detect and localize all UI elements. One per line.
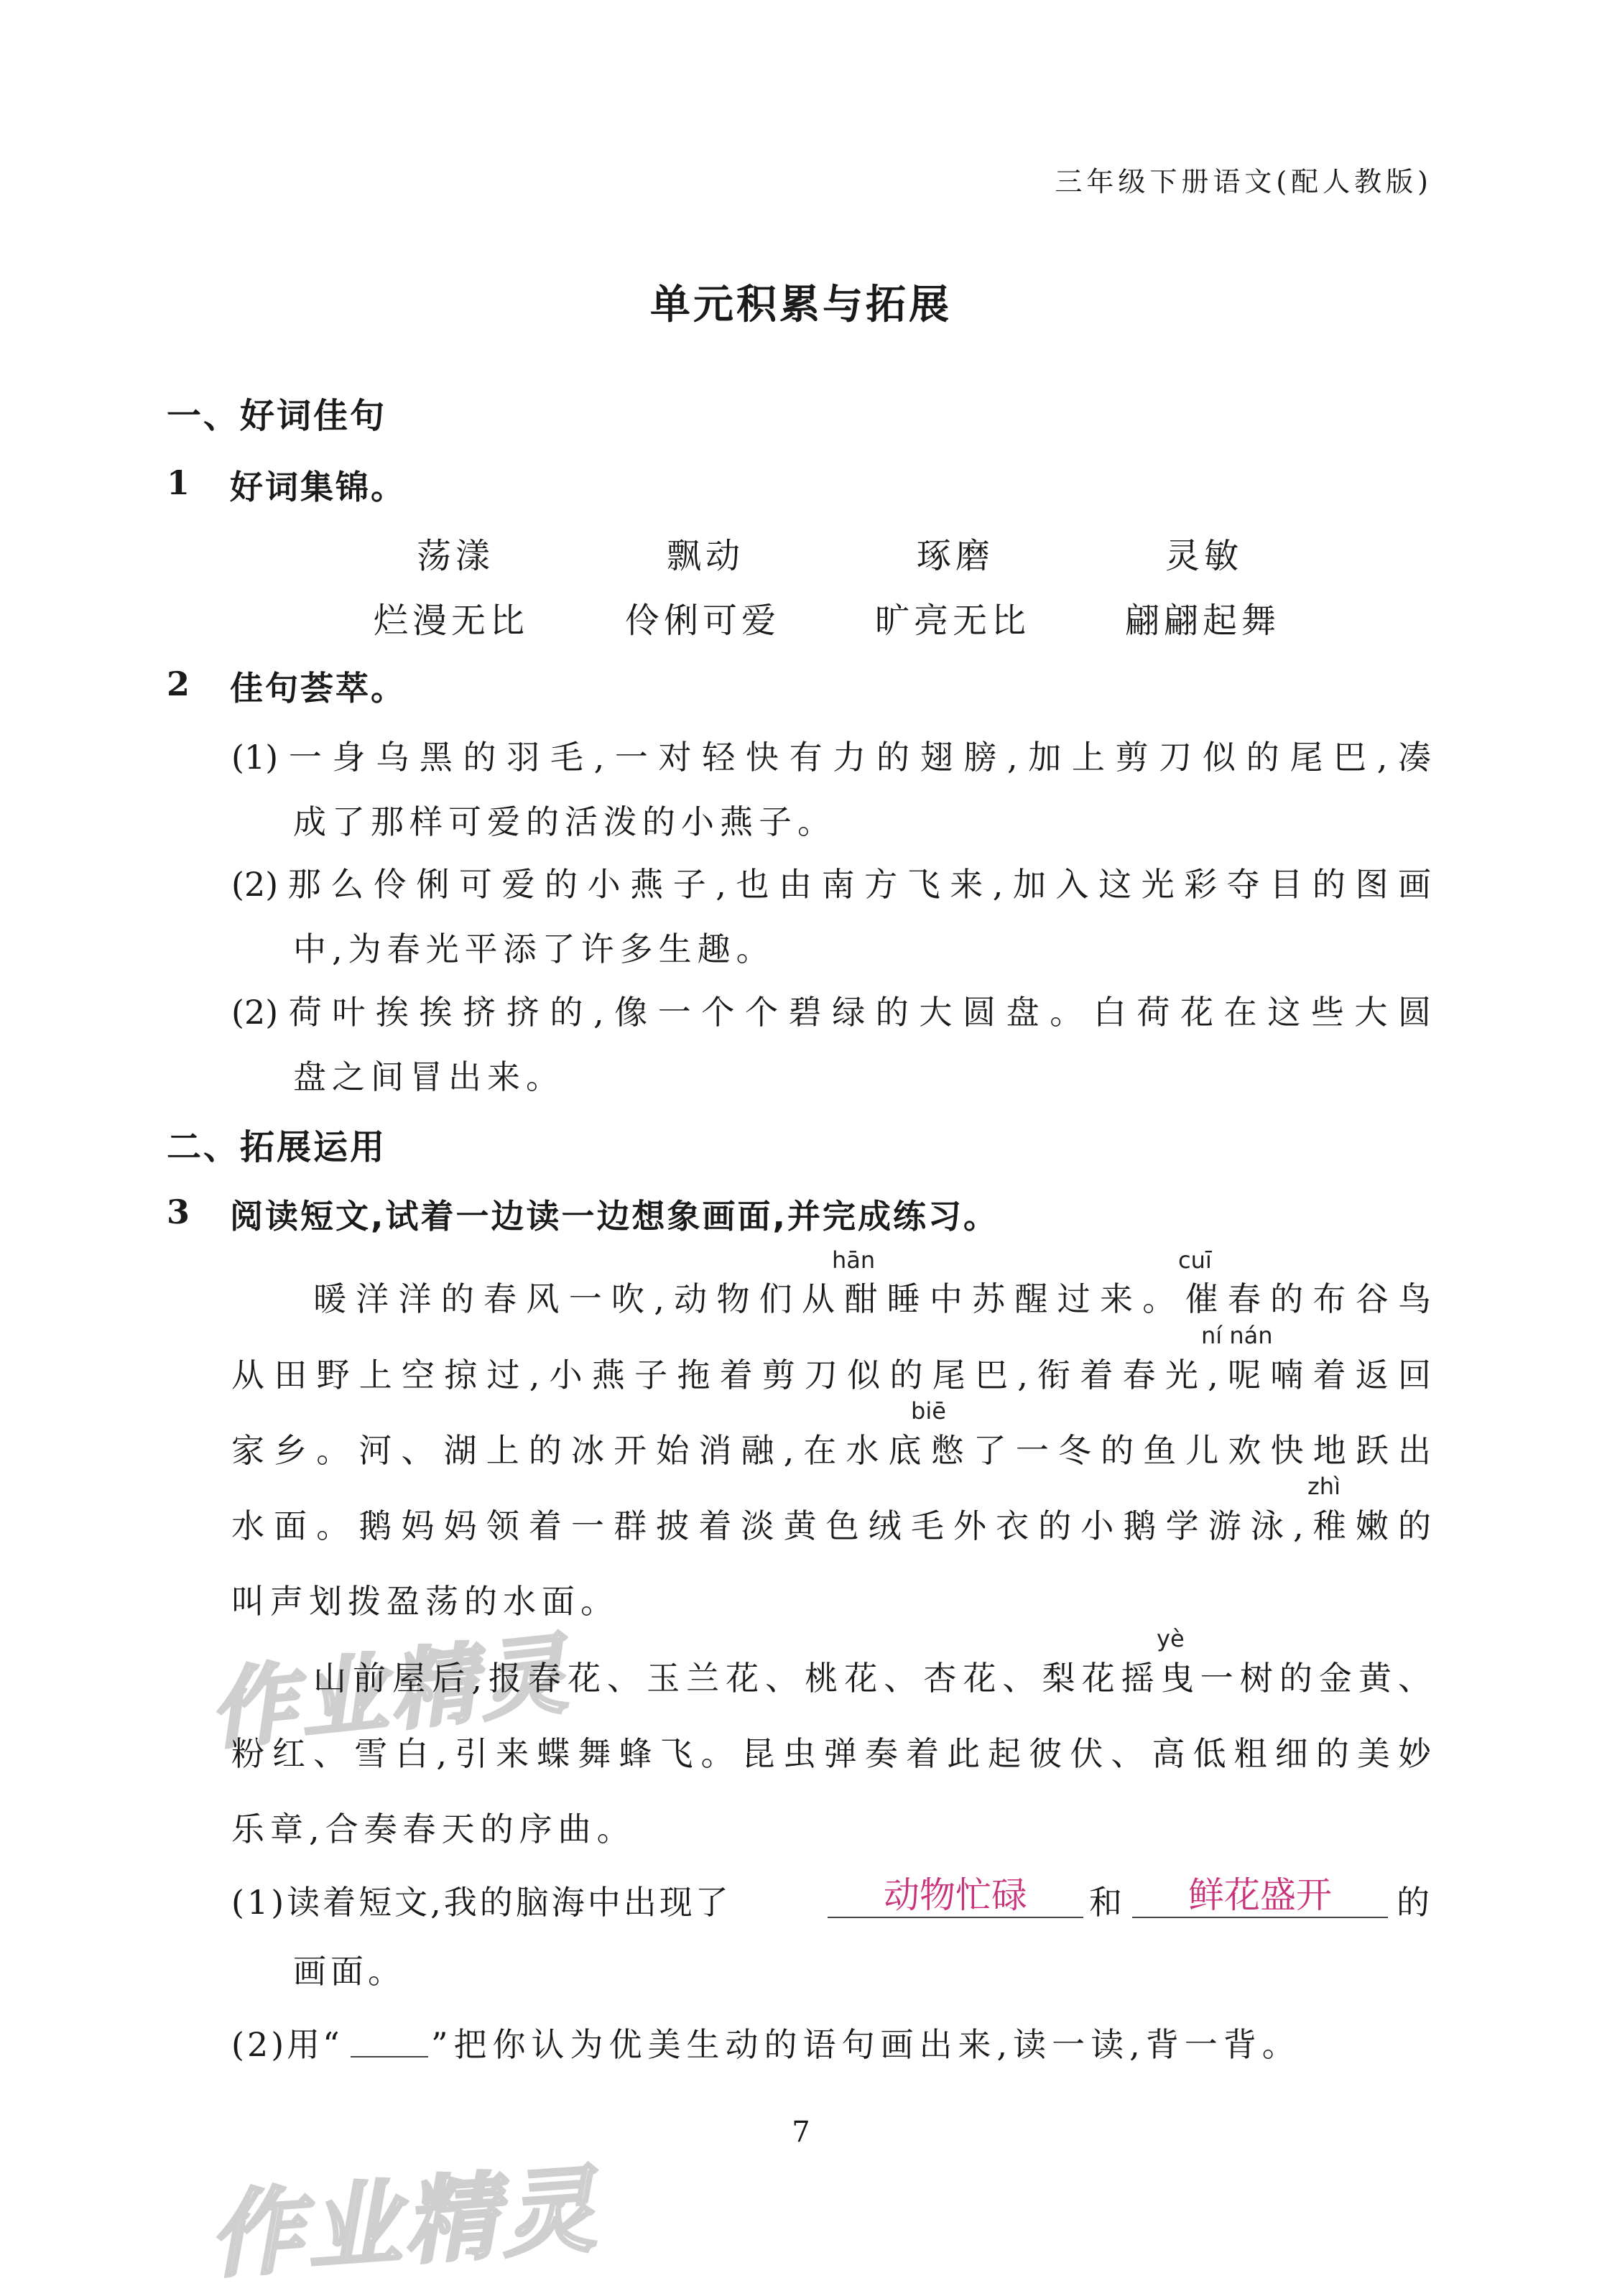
word-item: 烂漫无比 [374,601,529,641]
question-number: 2 [167,665,190,703]
question-text: 阅读短文,试着一边读一边想象画面,并完成练习。 [230,1197,999,1236]
passage-line: 暖洋洋的春风一吹,动物们从酣睡中苏醒过来。催春的布谷鸟 [313,1279,1431,1318]
answer-blank-2[interactable] [1132,1874,1388,1918]
pinyin-ye: yè [1157,1625,1185,1652]
passage-line: 从田野上空掠过,小燕子拖着剪刀似的尾巴,衔着春光,呢喃着返回 [231,1356,1431,1394]
question-text: 佳句荟萃。 [230,669,406,708]
pinyin-zhi: zhì [1307,1473,1341,1500]
watermark: 作业精灵 [205,2154,603,2291]
sentence-line: 中,为春光平添了许多生趣。 [293,930,775,968]
word-item: 翩翩起舞 [1125,601,1281,641]
answer-blank-1[interactable] [828,1874,1083,1918]
pinyin-ninan: ní nán [1201,1322,1273,1349]
pinyin-han: hān [832,1246,876,1274]
sentence-line: 成了那样可爱的活泼的小燕子。 [293,802,836,841]
exercise-1-suffix: 的 [1397,1883,1430,1922]
question-text: 好词集锦。 [230,468,406,506]
exercise-1-line2: 画面。 [293,1952,405,1991]
section-heading-2: 二、拓展运用 [167,1127,387,1167]
page-number: 7 [792,2116,810,2149]
exercise-1-mid: 和 [1089,1883,1122,1922]
underline-sample [351,2056,428,2057]
sentence-line: (2)那么伶俐可爱的小燕子,也由南方飞来,加入这光彩夺目的图画 [231,865,1431,904]
page-title: 单元积累与拓展 [650,282,952,328]
passage-line: 家乡。河、湖上的冰开始消融,在水底憋了一冬的鱼儿欢快地跃出 [231,1431,1431,1470]
pinyin-cui: cuī [1178,1246,1212,1274]
sentence-line: 盘之间冒出来。 [293,1057,565,1096]
word-item: 荡漾 [417,536,495,576]
word-item: 琢磨 [917,536,995,576]
section-heading-1: 一、好词佳句 [167,396,387,436]
passage-line: 乐章,合奏春天的序曲。 [231,1810,636,1848]
watermark: 作业精灵 [205,1624,575,1762]
answer-2: 鲜花盛开 [1188,1874,1332,1916]
answer-1: 动物忙碌 [884,1874,1027,1916]
exercise-1-prefix: (1)读着短文,我的脑海中出现了 [231,1883,731,1922]
sentence-line: (1)一身乌黑的羽毛,一对轻快有力的翅膀,加上剪刀似的尾巴,凑 [231,738,1431,777]
sentence-line: (2)荷叶挨挨挤挤的,像一个个碧绿的大圆盘。白荷花在这些大圆 [231,993,1431,1032]
exercise-2-prefix: (2)用“ [231,2025,343,2064]
exercise-2-suffix: ”把你认为优美生动的语句画出来,读一读,背一背。 [431,2025,1301,2064]
passage-line: 叫声划拨盈荡的水面。 [231,1582,619,1621]
passage-line: 水面。鹅妈妈领着一群披着淡黄色绒毛外衣的小鹅学游泳,稚嫩的 [231,1506,1431,1545]
pinyin-bie: biē [911,1397,946,1425]
passage-line: 山前屋后,报春花、玉兰花、桃花、杏花、梨花摇曳一树的金黄、 [313,1659,1431,1698]
word-item: 伶俐可爱 [625,601,781,641]
question-number: 3 [167,1193,190,1231]
passage-line: 粉红、雪白,引来蝶舞蜂飞。昆虫弹奏着此起彼伏、高低粗细的美妙 [231,1734,1431,1773]
question-number: 1 [167,463,190,502]
word-item: 灵敏 [1165,536,1244,576]
word-item: 旷亮无比 [875,601,1031,641]
word-item: 飘动 [667,536,745,576]
page-header: 三年级下册语文(配人教版) [1055,166,1432,198]
